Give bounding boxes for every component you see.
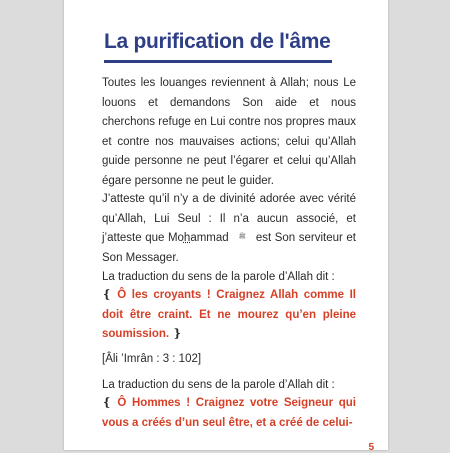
testimony-name-h: h (183, 232, 191, 244)
paragraph-testimony (102, 190, 356, 268)
verse-1 (102, 286, 356, 345)
verse-1-text: Ô les croyants ! Craignez Allah comme Il doit être craint. Et ne mourez qu’en pleine soumission. (102, 289, 356, 340)
verse-1-close-bracket: ❵ (172, 328, 182, 340)
verse-2 (102, 394, 356, 433)
book-page (64, 0, 388, 453)
verse-1-open-bracket: ❴ (102, 289, 112, 301)
testimony-name-end: ammad (190, 232, 229, 244)
verse-2-text: Ô Hommes ! Craignez votre Seigneur qui vous a créés d’un seul être, et a créé de celui- (102, 397, 356, 429)
translation-intro-2: La traduction du sens de la parole d’Allah dit : (102, 379, 335, 391)
testimony-text-start: J’atteste qu’il n’y a de divinité adorée avec vérité qu’Allah, Lui Seul : Il n’a aucun associé, et j’atteste que Mo (102, 193, 356, 244)
page-title: La purification de l'âme (104, 30, 331, 53)
verse-2-open-bracket: ❴ (102, 397, 112, 409)
verse-reference: [Âli ’Imrân : 3 : 102] (102, 353, 202, 365)
paragraph-praise: Toutes les louanges reviennent à Allah; nous Le louons et demandons Son aide et nous cherchons refuge en Lui contre nos propres maux et contre nos mauvaises actions; celui qu’Allah guide personne ne peut l’égarer et celui qu’Allah égare personne ne peut le guider. (102, 77, 356, 187)
salawat-calligraphy: ﷺ (238, 234, 246, 241)
testimony-text-end: est Son serviteur et Son Messager. (102, 232, 356, 264)
title-underline (104, 60, 332, 63)
translation-intro-1: La traduction du sens de la parole d’Allah dit : (102, 271, 335, 283)
page-number: 5 (368, 442, 374, 453)
